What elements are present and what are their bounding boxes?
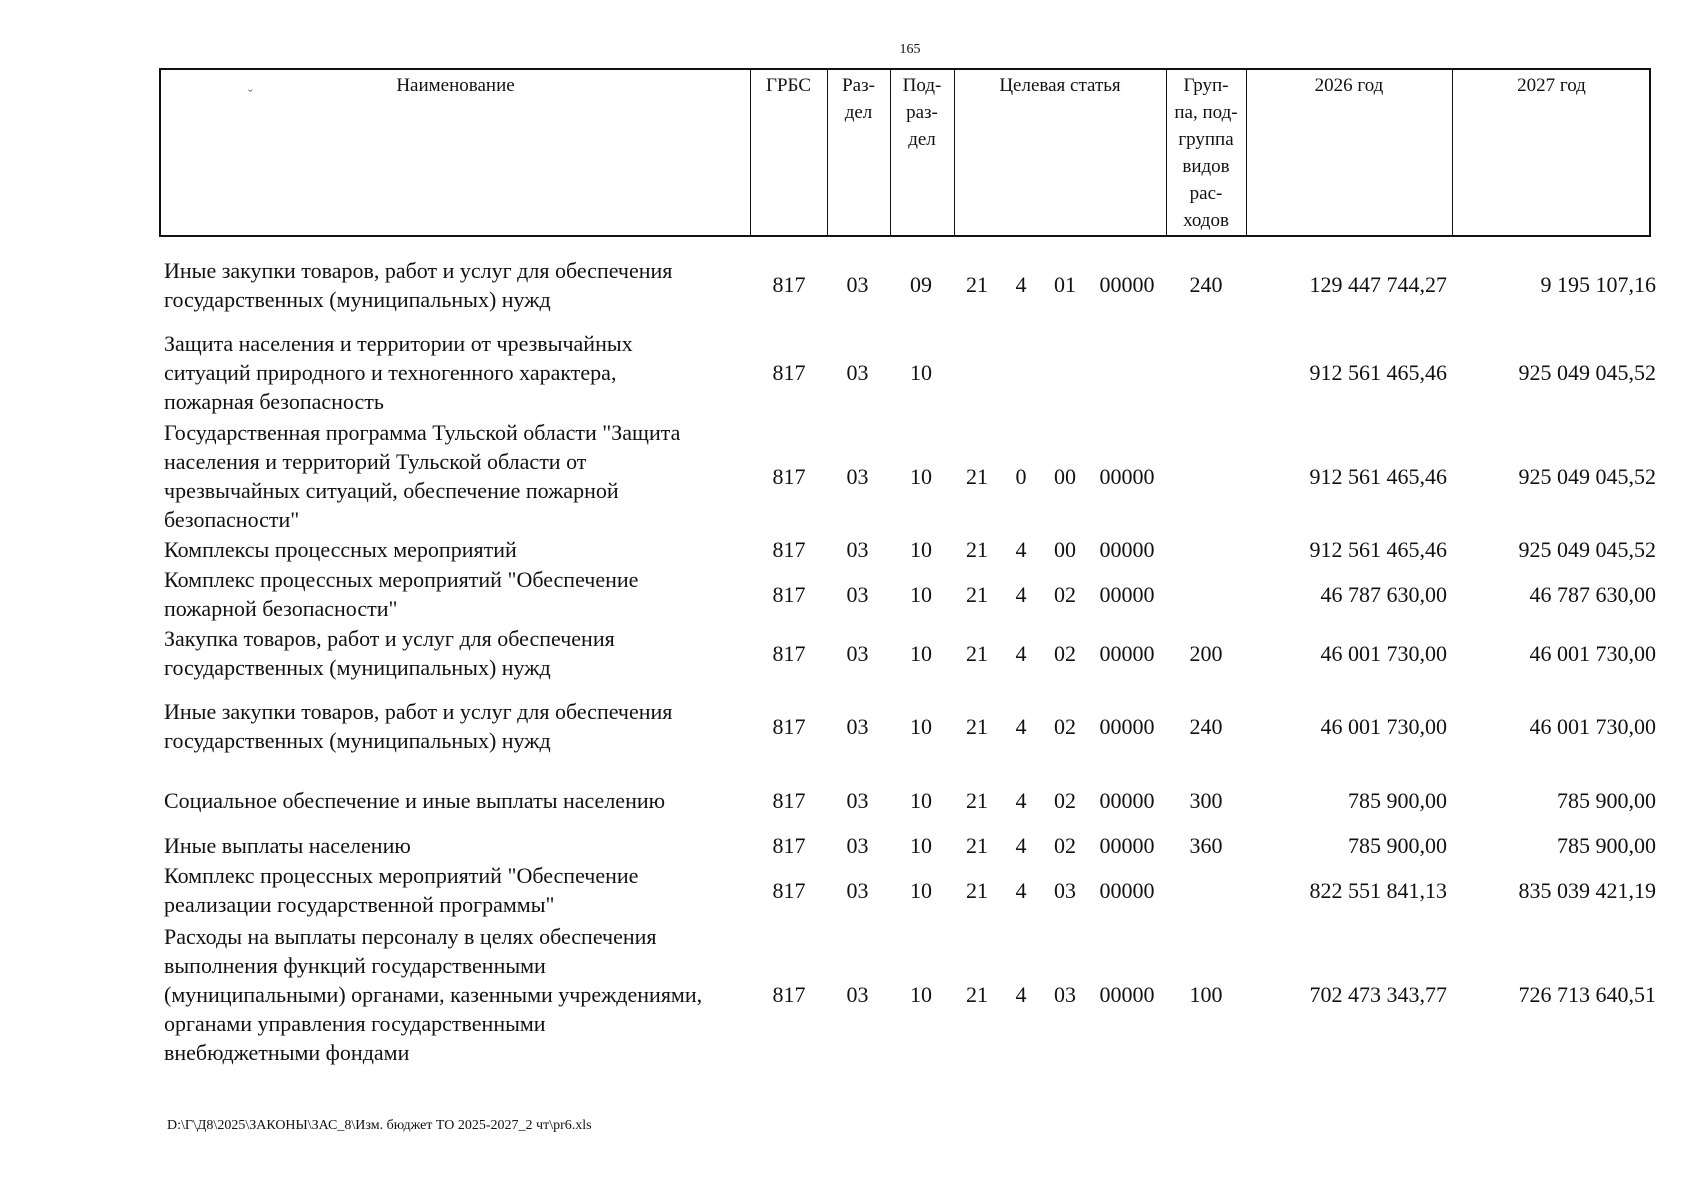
cell-grbs: 817 bbox=[772, 272, 806, 297]
cell-amount-2026: 912 561 465,46 bbox=[1309, 464, 1447, 489]
table-row bbox=[0, 861, 1696, 919]
cell-amount-2027: 835 039 421,19 bbox=[1518, 878, 1656, 903]
header-razdel bbox=[827, 70, 890, 126]
cell-group: 200 bbox=[1189, 641, 1223, 666]
cell-amount-2026: 912 561 465,46 bbox=[1309, 360, 1447, 385]
header-podrazdel-line: Под- bbox=[902, 75, 942, 96]
row-name-line: чрезвычайных ситуаций, обеспечение пожарной bbox=[164, 478, 619, 503]
cell-target-program: 21 bbox=[966, 641, 988, 666]
cell-razdel: 03 bbox=[846, 641, 869, 666]
cell-target-direction: 00000 bbox=[1099, 878, 1155, 903]
table-row bbox=[0, 565, 1696, 623]
cell-grbs: 817 bbox=[772, 360, 806, 385]
cell-podrazdel: 10 bbox=[910, 878, 932, 903]
row-name-line: внебюджетными фондами bbox=[164, 1040, 410, 1065]
cell-razdel: 03 bbox=[846, 833, 869, 858]
cell-target-event: 02 bbox=[1054, 641, 1076, 666]
cell-target-program: 21 bbox=[966, 788, 988, 813]
row-name-line: Государственная программа Тульской области "Защита bbox=[164, 420, 681, 445]
cell-target-direction: 00000 bbox=[1099, 582, 1155, 607]
cell-target-event: 02 bbox=[1054, 788, 1076, 813]
row-name bbox=[164, 697, 754, 755]
tick-mark: ˇ bbox=[248, 88, 253, 103]
cell-target-event: 00 bbox=[1054, 537, 1076, 562]
cell-podrazdel: 10 bbox=[910, 464, 932, 489]
header-group-line: па, под- bbox=[1174, 102, 1238, 123]
cell-podrazdel: 10 bbox=[910, 582, 932, 607]
header-target: Целевая статья bbox=[999, 75, 1121, 96]
row-name-line: выполнения функций государственными bbox=[164, 953, 546, 978]
cell-amount-2027: 925 049 045,52 bbox=[1518, 360, 1656, 385]
cell-target-type: 4 bbox=[1015, 982, 1027, 1007]
row-name-line: государственных (муниципальных) нужд bbox=[164, 655, 551, 680]
cell-target-event: 02 bbox=[1054, 833, 1076, 858]
cell-target-event: 01 bbox=[1054, 272, 1076, 297]
header-grbs: ГРБС bbox=[765, 75, 811, 96]
cell-amount-2026: 129 447 744,27 bbox=[1309, 272, 1447, 297]
row-name-line: (муниципальными) органами, казенными учреждениями, bbox=[164, 982, 703, 1007]
header-group-line: ходов bbox=[1183, 210, 1229, 231]
row-name-line: Комплекс процессных мероприятий "Обеспечение bbox=[164, 863, 639, 888]
cell-target-event: 03 bbox=[1054, 878, 1076, 903]
cell-target-type: 4 bbox=[1015, 833, 1027, 858]
row-name-line: безопасности" bbox=[164, 507, 300, 532]
cell-group: 240 bbox=[1189, 714, 1223, 739]
header-group bbox=[1166, 70, 1246, 234]
row-name-line: населения и территорий Тульской области от bbox=[164, 449, 587, 474]
row-name-line: Комплекс процессных мероприятий "Обеспечение bbox=[164, 567, 639, 592]
cell-target-direction: 00000 bbox=[1099, 788, 1155, 813]
cell-amount-2027: 9 195 107,16 bbox=[1540, 272, 1656, 297]
cell-target-direction: 00000 bbox=[1099, 641, 1155, 666]
cell-grbs: 817 bbox=[772, 982, 806, 1007]
row-name-line: государственных (муниципальных) нужд bbox=[164, 728, 551, 753]
cell-target-event: 00 bbox=[1054, 464, 1076, 489]
row-name-line: Закупка товаров, работ и услуг для обеспечения bbox=[164, 626, 615, 651]
row-name-line: Иные закупки товаров, работ и услуг для обеспечения bbox=[164, 699, 673, 724]
row-name-line: органами управления государственными bbox=[164, 1011, 546, 1036]
table-row bbox=[0, 922, 1696, 1067]
header-group-line: группа bbox=[1178, 129, 1234, 150]
cell-podrazdel: 10 bbox=[910, 788, 932, 813]
file-path-footer: D:\Г\Д8\2025\ЗАКОНЫ\ЗАС_8\Изм. бюджет ТО 2025-2027_2 чт\pr6.xls bbox=[167, 1118, 592, 1133]
cell-razdel: 03 bbox=[846, 582, 869, 607]
row-name bbox=[164, 624, 754, 682]
row-name bbox=[164, 535, 754, 564]
row-name-line: Иные закупки товаров, работ и услуг для обеспечения bbox=[164, 258, 673, 283]
cell-target-type: 4 bbox=[1015, 582, 1027, 607]
cell-target-program: 21 bbox=[966, 272, 988, 297]
cell-target-program: 21 bbox=[966, 833, 988, 858]
row-name bbox=[164, 418, 754, 534]
cell-razdel: 03 bbox=[846, 464, 869, 489]
header-group-line: Груп- bbox=[1183, 75, 1229, 96]
cell-podrazdel: 10 bbox=[910, 982, 932, 1007]
cell-amount-2026: 46 001 730,00 bbox=[1320, 714, 1447, 739]
cell-target-program: 21 bbox=[966, 878, 988, 903]
row-name bbox=[164, 786, 754, 815]
cell-grbs: 817 bbox=[772, 788, 806, 813]
cell-razdel: 03 bbox=[846, 788, 869, 813]
cell-amount-2026: 46 787 630,00 bbox=[1320, 582, 1447, 607]
header-group-line: рас- bbox=[1189, 183, 1223, 204]
row-name bbox=[164, 256, 754, 314]
table-row bbox=[0, 697, 1696, 755]
row-name-line: ситуаций природного и техногенного характера, bbox=[164, 360, 617, 385]
cell-target-program: 21 bbox=[966, 537, 988, 562]
cell-target-program: 21 bbox=[966, 982, 988, 1007]
cell-target-event: 02 bbox=[1054, 582, 1076, 607]
cell-podrazdel: 10 bbox=[910, 641, 932, 666]
cell-target-program: 21 bbox=[966, 464, 988, 489]
cell-razdel: 03 bbox=[846, 982, 869, 1007]
header-2027: 2027 год bbox=[1517, 75, 1586, 96]
cell-target-direction: 00000 bbox=[1099, 833, 1155, 858]
cell-target-direction: 00000 bbox=[1099, 272, 1155, 297]
cell-podrazdel: 10 bbox=[910, 537, 932, 562]
row-name bbox=[164, 861, 754, 919]
cell-grbs: 817 bbox=[772, 582, 806, 607]
page-number: 165 bbox=[899, 42, 921, 57]
table-row bbox=[0, 329, 1696, 416]
cell-amount-2027: 46 001 730,00 bbox=[1529, 714, 1656, 739]
row-name-line: Расходы на выплаты персоналу в целях обеспечения bbox=[164, 924, 657, 949]
cell-razdel: 03 bbox=[846, 272, 869, 297]
cell-amount-2026: 785 900,00 bbox=[1348, 788, 1447, 813]
cell-target-type: 4 bbox=[1015, 714, 1027, 739]
cell-target-direction: 00000 bbox=[1099, 464, 1155, 489]
table-row bbox=[0, 831, 1696, 860]
header-podrazdel-line: раз- bbox=[906, 102, 938, 123]
cell-grbs: 817 bbox=[772, 641, 806, 666]
cell-target-type: 4 bbox=[1015, 788, 1027, 813]
header-group-line: видов bbox=[1182, 156, 1230, 177]
table-row bbox=[0, 535, 1696, 564]
row-name-line: Иные выплаты населению bbox=[164, 833, 411, 858]
cell-target-type: 4 bbox=[1015, 878, 1027, 903]
row-name bbox=[164, 565, 754, 623]
row-name-line: пожарная безопасность bbox=[164, 389, 384, 414]
row-name bbox=[164, 329, 754, 416]
cell-grbs: 817 bbox=[772, 878, 806, 903]
cell-target-direction: 00000 bbox=[1099, 714, 1155, 739]
cell-amount-2027: 46 787 630,00 bbox=[1529, 582, 1656, 607]
cell-target-event: 02 bbox=[1054, 714, 1076, 739]
cell-grbs: 817 bbox=[772, 464, 806, 489]
cell-amount-2027: 925 049 045,52 bbox=[1518, 464, 1656, 489]
row-name bbox=[164, 831, 754, 860]
cell-podrazdel: 09 bbox=[910, 272, 932, 297]
header-name: Наименование bbox=[396, 75, 515, 96]
cell-amount-2027: 785 900,00 bbox=[1557, 833, 1656, 858]
cell-amount-2026: 785 900,00 bbox=[1348, 833, 1447, 858]
cell-grbs: 817 bbox=[772, 537, 806, 562]
cell-razdel: 03 bbox=[846, 537, 869, 562]
cell-razdel: 03 bbox=[846, 878, 869, 903]
cell-group: 300 bbox=[1189, 788, 1223, 813]
table-row bbox=[0, 624, 1696, 682]
cell-podrazdel: 10 bbox=[910, 360, 932, 385]
table-row bbox=[0, 418, 1696, 534]
table-header bbox=[159, 68, 1651, 237]
row-name bbox=[164, 922, 754, 1067]
cell-target-type: 0 bbox=[1015, 464, 1027, 489]
cell-group: 360 bbox=[1189, 833, 1223, 858]
header-podrazdel bbox=[890, 70, 954, 153]
table-row bbox=[0, 256, 1696, 314]
cell-target-program: 21 bbox=[966, 582, 988, 607]
cell-target-direction: 00000 bbox=[1099, 982, 1155, 1007]
header-podrazdel-line: дел bbox=[908, 129, 936, 150]
cell-target-type: 4 bbox=[1015, 537, 1027, 562]
header-razdel-line: Раз- bbox=[842, 75, 875, 96]
cell-amount-2027: 46 001 730,00 bbox=[1529, 641, 1656, 666]
row-name-line: Комплексы процессных мероприятий bbox=[164, 537, 517, 562]
cell-podrazdel: 10 bbox=[910, 714, 932, 739]
row-name-line: реализации государственной программы" bbox=[164, 892, 555, 917]
cell-target-program: 21 bbox=[966, 714, 988, 739]
row-name-line: Защита населения и территории от чрезвычайных bbox=[164, 331, 633, 356]
cell-razdel: 03 bbox=[846, 714, 869, 739]
cell-amount-2026: 46 001 730,00 bbox=[1320, 641, 1447, 666]
cell-amount-2026: 822 551 841,13 bbox=[1309, 878, 1447, 903]
table-row bbox=[0, 786, 1696, 815]
cell-target-event: 03 bbox=[1054, 982, 1076, 1007]
cell-target-type: 4 bbox=[1015, 641, 1027, 666]
cell-amount-2026: 912 561 465,46 bbox=[1309, 537, 1447, 562]
header-razdel-line: дел bbox=[844, 102, 873, 123]
cell-target-type: 4 bbox=[1015, 272, 1027, 297]
cell-target-direction: 00000 bbox=[1099, 537, 1155, 562]
cell-amount-2027: 726 713 640,51 bbox=[1518, 982, 1656, 1007]
cell-grbs: 817 bbox=[772, 833, 806, 858]
cell-podrazdel: 10 bbox=[910, 833, 932, 858]
cell-amount-2027: 785 900,00 bbox=[1557, 788, 1656, 813]
header-2026: 2026 год bbox=[1314, 75, 1384, 96]
cell-group: 240 bbox=[1189, 272, 1223, 297]
cell-amount-2027: 925 049 045,52 bbox=[1518, 537, 1656, 562]
row-name-line: государственных (муниципальных) нужд bbox=[164, 287, 551, 312]
cell-grbs: 817 bbox=[772, 714, 806, 739]
row-name-line: Социальное обеспечение и иные выплаты населению bbox=[164, 788, 666, 813]
cell-razdel: 03 bbox=[846, 360, 869, 385]
cell-amount-2026: 702 473 343,77 bbox=[1309, 982, 1447, 1007]
row-name-line: пожарной безопасности" bbox=[164, 596, 398, 621]
cell-group: 100 bbox=[1189, 982, 1223, 1007]
